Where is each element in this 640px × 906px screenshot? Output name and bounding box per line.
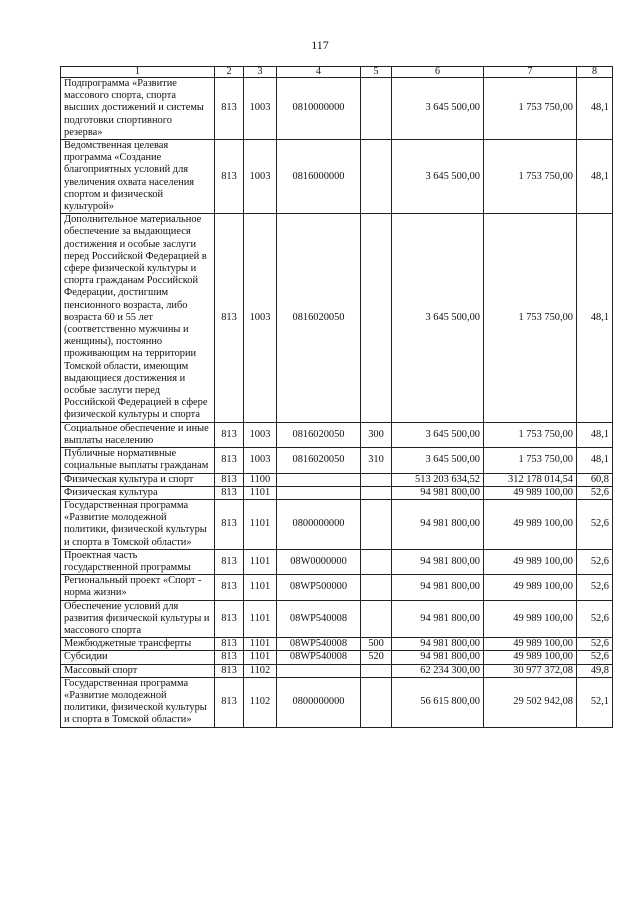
cell-plan: 94 981 800,00: [392, 638, 484, 651]
table-row: [61, 78, 613, 140]
cell-fact: 1 753 750,00: [484, 214, 577, 422]
col-header-target: 4: [277, 67, 361, 78]
table-row: [61, 600, 613, 638]
cell-fact: 49 989 100,00: [484, 600, 577, 638]
cell-grbs: 813: [215, 499, 244, 549]
cell-fact: 1 753 750,00: [484, 422, 577, 447]
cell-fact: 49 989 100,00: [484, 651, 577, 664]
cell-percent: 52,6: [577, 549, 613, 574]
header-row: [61, 67, 613, 78]
cell-name: Субсидии: [61, 651, 215, 664]
cell-fact: 49 989 100,00: [484, 549, 577, 574]
cell-name: Ведомственная целевая программа «Создание благоприятных условий для увеличения охвата населения спортом и физической культурой»: [61, 140, 215, 214]
cell-fact: 30 977 372,08: [484, 664, 577, 677]
table-row: [61, 214, 613, 422]
cell-plan: 513 203 634,52: [392, 473, 484, 486]
cell-expense-type: 300: [361, 422, 392, 447]
table-row: [61, 448, 613, 473]
cell-percent: 49,8: [577, 664, 613, 677]
cell-percent: 60,8: [577, 473, 613, 486]
cell-section: 1003: [244, 448, 277, 473]
cell-name: Физическая культура и спорт: [61, 473, 215, 486]
cell-target: 08WP540008: [277, 651, 361, 664]
cell-percent: 48,1: [577, 78, 613, 140]
cell-plan: 3 645 500,00: [392, 140, 484, 214]
cell-fact: 1 753 750,00: [484, 78, 577, 140]
cell-name: Государственная программа «Развитие молодежной политики, физической культуры и спорта в Томской области»: [61, 499, 215, 549]
table-row: [61, 499, 613, 549]
cell-name: Дополнительное материальное обеспечение за выдающиеся достижения и особые заслуги перед Российской Федерацией в сфере физической культуры и спорта гражданам Российской Федерации, достигшим пенсионного возраста, либо возраста 60 и 55 лет (соответственно мужчины и женщины), постоянно проживающим на территории Томской области, имеющим выдающиеся достижения и особые заслуги перед Российской Федерацией в сфере физической культуры и спорта: [61, 214, 215, 422]
cell-name: Проектная часть государственной программы: [61, 549, 215, 574]
cell-percent: 52,6: [577, 638, 613, 651]
cell-expense-type: [361, 600, 392, 638]
cell-percent: 52,6: [577, 486, 613, 499]
cell-percent: 48,1: [577, 422, 613, 447]
cell-grbs: 813: [215, 651, 244, 664]
cell-section: 1003: [244, 214, 277, 422]
cell-fact: 49 989 100,00: [484, 486, 577, 499]
cell-expense-type: [361, 664, 392, 677]
cell-section: 1003: [244, 78, 277, 140]
cell-section: 1003: [244, 422, 277, 447]
cell-name: Социальное обеспечение и иные выплаты населению: [61, 422, 215, 447]
budget-table: [60, 66, 613, 728]
cell-grbs: 813: [215, 214, 244, 422]
cell-section: 1101: [244, 638, 277, 651]
cell-fact: 49 989 100,00: [484, 499, 577, 549]
table-row: [61, 422, 613, 447]
cell-percent: 48,1: [577, 448, 613, 473]
cell-target: 08WP540008: [277, 638, 361, 651]
cell-target: 0816020050: [277, 214, 361, 422]
cell-name: Государственная программа «Развитие молодежной политики, физической культуры и спорта в Томской области»: [61, 677, 215, 727]
table-row: [61, 549, 613, 574]
cell-name: Подпрограмма «Развитие массового спорта, спорта высших достижений и системы подготовки спортивного резерва»: [61, 78, 215, 140]
cell-grbs: 813: [215, 422, 244, 447]
col-header-plan: 6: [392, 67, 484, 78]
cell-grbs: 813: [215, 677, 244, 727]
cell-name: Обеспечение условий для развития физической культуры и массового спорта: [61, 600, 215, 638]
cell-section: 1101: [244, 499, 277, 549]
cell-plan: 3 645 500,00: [392, 448, 484, 473]
cell-expense-type: [361, 214, 392, 422]
cell-name: Физическая культура: [61, 486, 215, 499]
col-header-fact: 7: [484, 67, 577, 78]
cell-plan: 3 645 500,00: [392, 78, 484, 140]
cell-target: 08WP540008: [277, 600, 361, 638]
cell-grbs: 813: [215, 448, 244, 473]
cell-grbs: 813: [215, 600, 244, 638]
cell-section: 1101: [244, 486, 277, 499]
table-row: [61, 677, 613, 727]
cell-section: 1101: [244, 600, 277, 638]
cell-plan: 94 981 800,00: [392, 499, 484, 549]
cell-target: 0800000000: [277, 677, 361, 727]
cell-name: Публичные нормативные социальные выплаты гражданам: [61, 448, 215, 473]
cell-expense-type: [361, 486, 392, 499]
cell-expense-type: [361, 677, 392, 727]
cell-grbs: 813: [215, 664, 244, 677]
cell-target: 0800000000: [277, 499, 361, 549]
cell-plan: 94 981 800,00: [392, 486, 484, 499]
cell-grbs: 813: [215, 638, 244, 651]
cell-plan: 3 645 500,00: [392, 422, 484, 447]
table-row: [61, 638, 613, 651]
table-row: [61, 473, 613, 486]
cell-section: 1102: [244, 664, 277, 677]
cell-plan: 56 615 800,00: [392, 677, 484, 727]
cell-fact: 49 989 100,00: [484, 575, 577, 600]
cell-target: [277, 473, 361, 486]
cell-fact: 1 753 750,00: [484, 140, 577, 214]
cell-grbs: 813: [215, 549, 244, 574]
cell-target: 0816020050: [277, 448, 361, 473]
cell-expense-type: [361, 499, 392, 549]
cell-expense-type: [361, 473, 392, 486]
cell-expense-type: [361, 140, 392, 214]
cell-target: 0816020050: [277, 422, 361, 447]
cell-fact: 1 753 750,00: [484, 448, 577, 473]
cell-section: 1100: [244, 473, 277, 486]
table-row: [61, 486, 613, 499]
cell-plan: 94 981 800,00: [392, 651, 484, 664]
cell-plan: 94 981 800,00: [392, 600, 484, 638]
cell-name: Массовый спорт: [61, 664, 215, 677]
col-header-section: 3: [244, 67, 277, 78]
cell-target: [277, 486, 361, 499]
cell-target: 08WP500000: [277, 575, 361, 600]
cell-name: Региональный проект «Спорт - норма жизни»: [61, 575, 215, 600]
cell-expense-type: [361, 78, 392, 140]
col-header-percent: 8: [577, 67, 613, 78]
cell-plan: 94 981 800,00: [392, 549, 484, 574]
table-row: [61, 575, 613, 600]
cell-section: 1101: [244, 549, 277, 574]
cell-percent: 52,6: [577, 600, 613, 638]
cell-plan: 94 981 800,00: [392, 575, 484, 600]
cell-expense-type: 500: [361, 638, 392, 651]
cell-percent: 48,1: [577, 140, 613, 214]
cell-grbs: 813: [215, 78, 244, 140]
cell-section: 1101: [244, 575, 277, 600]
cell-target: [277, 664, 361, 677]
cell-target: 0810000000: [277, 78, 361, 140]
cell-name: Межбюджетные трансферты: [61, 638, 215, 651]
cell-section: 1102: [244, 677, 277, 727]
cell-percent: 52,6: [577, 575, 613, 600]
cell-percent: 52,6: [577, 499, 613, 549]
cell-plan: 3 645 500,00: [392, 214, 484, 422]
cell-percent: 52,6: [577, 651, 613, 664]
cell-grbs: 813: [215, 575, 244, 600]
cell-expense-type: [361, 575, 392, 600]
cell-fact: 49 989 100,00: [484, 638, 577, 651]
cell-fact: 29 502 942,08: [484, 677, 577, 727]
cell-grbs: 813: [215, 486, 244, 499]
table-row: [61, 664, 613, 677]
col-header-grbs: 2: [215, 67, 244, 78]
table-row: [61, 140, 613, 214]
cell-grbs: 813: [215, 140, 244, 214]
cell-percent: 48,1: [577, 214, 613, 422]
cell-target: 0816000000: [277, 140, 361, 214]
col-header-name: 1: [61, 67, 215, 78]
cell-expense-type: [361, 549, 392, 574]
cell-percent: 52,1: [577, 677, 613, 727]
cell-fact: 312 178 014,54: [484, 473, 577, 486]
col-header-expense-type: 5: [361, 67, 392, 78]
cell-plan: 62 234 300,00: [392, 664, 484, 677]
page-number: 117: [311, 38, 329, 52]
cell-section: 1003: [244, 140, 277, 214]
table-row: [61, 651, 613, 664]
cell-section: 1101: [244, 651, 277, 664]
cell-expense-type: 310: [361, 448, 392, 473]
cell-expense-type: 520: [361, 651, 392, 664]
cell-grbs: 813: [215, 473, 244, 486]
cell-target: 08W0000000: [277, 549, 361, 574]
